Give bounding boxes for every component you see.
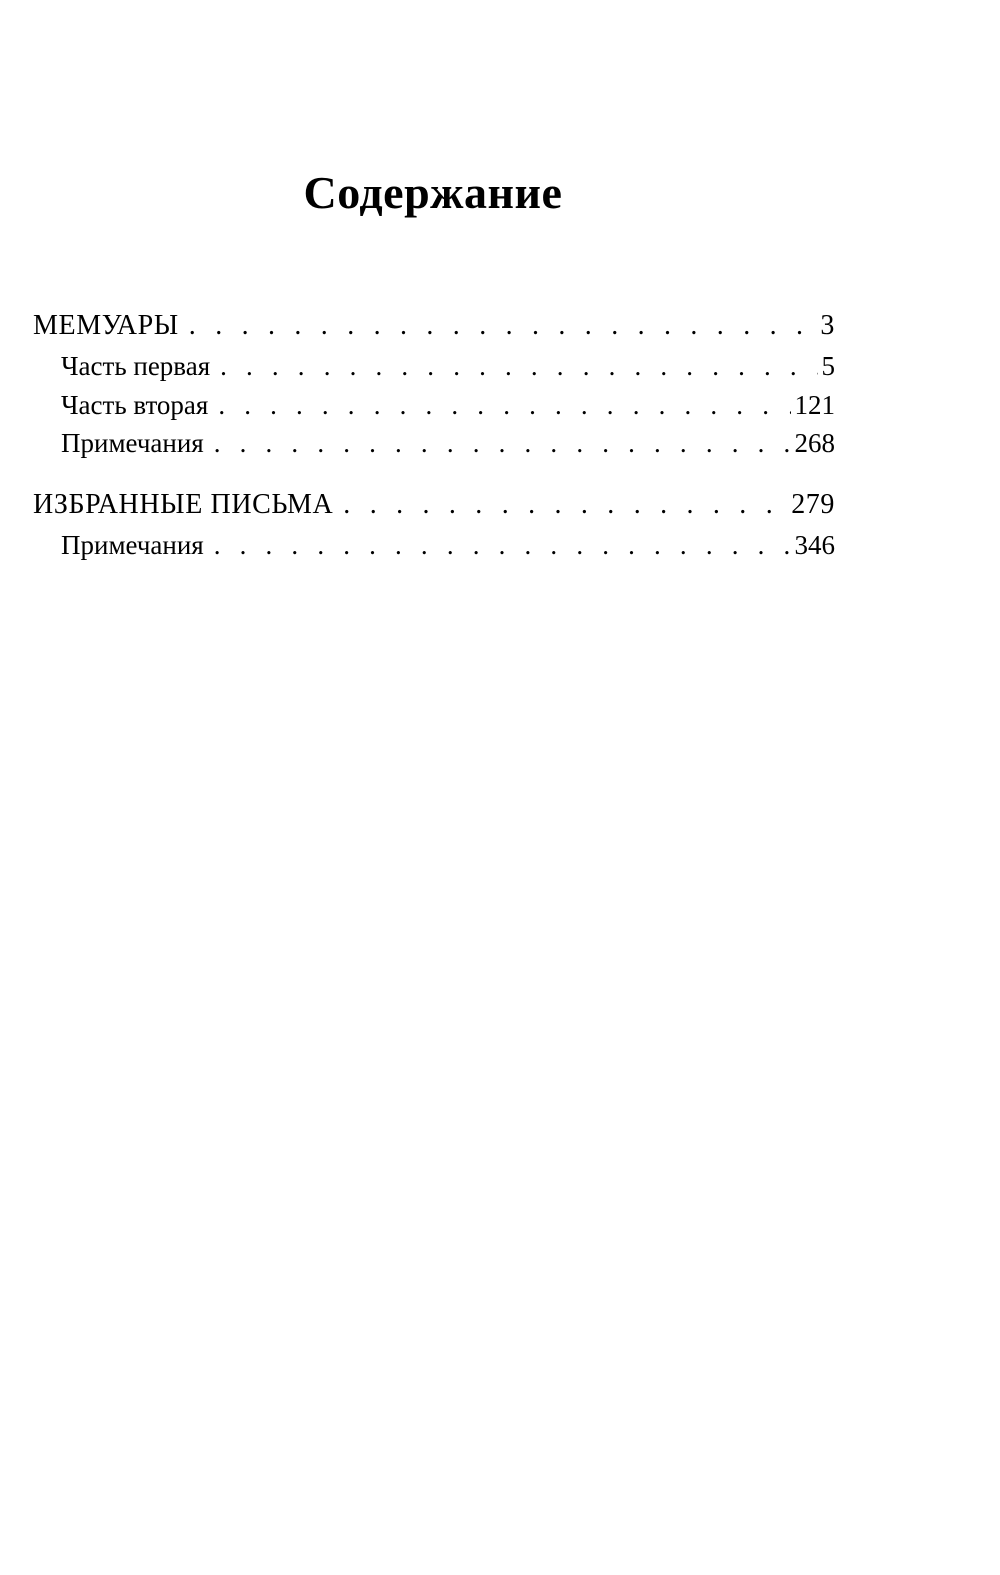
toc-subentry-page: 346 — [794, 529, 835, 560]
toc-entry-title: МЕМУАРЫ — [33, 310, 179, 341]
toc-subentry — [33, 347, 835, 386]
toc-subentry-page: 121 — [794, 389, 835, 420]
dot-leader — [343, 483, 787, 526]
toc-entry-title: ИЗБРАННЫЕ ПИСЬМА — [33, 488, 334, 520]
toc-section-memoirs — [33, 304, 835, 463]
page-title: Содержание — [303, 166, 563, 218]
dot-leader — [189, 304, 817, 347]
toc-subentry-page: 268 — [794, 428, 835, 458]
dot-leader — [218, 386, 790, 425]
dot-leader — [214, 424, 791, 463]
toc-subentry-title: Примечания — [61, 428, 204, 458]
dot-leader — [214, 526, 791, 565]
toc-subentry-page: 5 — [821, 351, 835, 381]
toc-subentry-title: Примечания — [61, 529, 204, 560]
toc-subentry — [33, 424, 835, 463]
toc-subentry-title: Часть вторая — [61, 389, 209, 420]
table-of-contents — [33, 304, 835, 584]
toc-subentry — [33, 386, 835, 425]
toc-entry — [33, 483, 835, 526]
toc-subentry — [33, 526, 835, 565]
toc-entry-page: 279 — [791, 488, 835, 520]
toc-entry-page: 3 — [820, 310, 835, 341]
toc-subentry-title: Часть первая — [61, 351, 211, 381]
dot-leader — [220, 347, 817, 386]
toc-entry — [33, 304, 835, 347]
toc-section-letters — [33, 483, 835, 565]
